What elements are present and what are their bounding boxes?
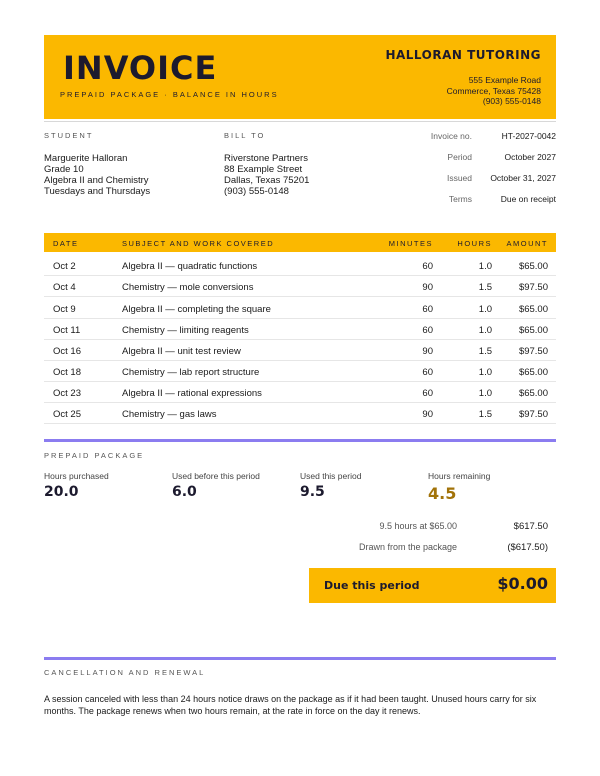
stat-value-remaining: 4.5 [428, 484, 457, 503]
cell-subject: Chemistry — limiting reagents [122, 325, 249, 336]
cell-date: Oct 23 [53, 388, 81, 399]
stat-label-used-before: Used before this period [172, 471, 260, 481]
bill-to-city: Dallas, Texas 75201 [224, 175, 310, 186]
cell-date: Oct 2 [53, 261, 76, 272]
cell-amount: $97.50 [518, 282, 548, 293]
summary-label-charge: 9.5 hours at $65.00 [379, 521, 457, 531]
meta-terms [400, 194, 556, 206]
cell-amount: $65.00 [518, 367, 548, 378]
stat-value-used-before: 6.0 [172, 484, 197, 500]
cell-amount: $65.00 [518, 304, 548, 315]
company-name: HALLORAN TUTORING [385, 48, 541, 62]
cell-hours: 1.0 [478, 304, 492, 315]
meta-value: October 2027 [504, 152, 556, 162]
student-label: STUDENT [44, 131, 94, 140]
cell-minutes: 60 [422, 388, 433, 399]
table-row [44, 276, 556, 297]
cell-minutes: 90 [422, 346, 433, 357]
company-address [447, 75, 541, 107]
cell-minutes: 90 [422, 282, 433, 293]
cell-amount: $65.00 [518, 261, 548, 272]
policy-label: CANCELLATION AND RENEWAL [44, 668, 206, 677]
bill-to-street: 88 Example Street [224, 164, 303, 175]
meta-value: Due on receipt [500, 194, 556, 204]
cell-date: Oct 11 [53, 325, 81, 336]
cell-minutes: 60 [422, 325, 433, 336]
amount-due-box [309, 568, 556, 603]
column-header-date: DATE [53, 239, 79, 248]
stat-value-purchased: 20.0 [44, 484, 79, 500]
cell-amount: $97.50 [518, 409, 548, 420]
cell-amount: $65.00 [518, 388, 548, 399]
cell-date: Oct 9 [53, 304, 76, 315]
policy-text: A session canceled with less than 24 hours notice draws on the package as if it had been taught. Unused hours carry for six months. The package renews when two hours remain, at the rate in force on the day it renews. [44, 694, 537, 716]
cell-minutes: 90 [422, 409, 433, 420]
bill-to-name: Riverstone Partners [224, 153, 308, 164]
meta-label: Period [447, 152, 472, 162]
cell-date: Oct 16 [53, 346, 81, 357]
cell-hours: 1.5 [478, 346, 492, 357]
invoice-header [44, 35, 556, 119]
cell-amount: $65.00 [518, 325, 548, 336]
cell-hours: 1.5 [478, 282, 492, 293]
meta-label: Terms [448, 194, 472, 204]
column-header-minutes: MINUTES [388, 239, 433, 248]
meta-label: Issued [446, 173, 472, 183]
cell-date: Oct 4 [53, 282, 76, 293]
section-divider [44, 439, 556, 442]
student-subjects: Algebra II and Chemistry [44, 175, 149, 186]
cell-date: Oct 25 [53, 409, 81, 420]
due-value: $0.00 [497, 574, 548, 593]
cell-minutes: 60 [422, 367, 433, 378]
cell-date: Oct 18 [53, 367, 81, 378]
table-row [44, 319, 556, 340]
meta-value: October 31, 2027 [490, 173, 556, 183]
bill-to-label: BILL TO [224, 131, 266, 140]
meta-invoice-no [400, 131, 556, 143]
cell-subject: Algebra II — completing the square [122, 304, 271, 315]
cell-subject: Chemistry — mole conversions [122, 282, 254, 293]
cell-subject: Chemistry — lab report structure [122, 367, 260, 378]
cell-hours: 1.5 [478, 409, 492, 420]
summary-value-charge: $617.50 [513, 521, 548, 532]
column-header-amount: AMOUNT [506, 239, 548, 248]
meta-issued [400, 173, 556, 185]
table-row [44, 340, 556, 361]
stat-value-used-this-period: 9.5 [300, 484, 325, 500]
cell-subject: Algebra II — quadratic functions [122, 261, 258, 272]
student-schedule: Tuesdays and Thursdays [44, 186, 151, 197]
student-name: Marguerite Halloran [44, 153, 128, 164]
company-address-line: 555 Example Road [468, 75, 541, 85]
cell-hours: 1.0 [478, 325, 492, 336]
table-header [44, 233, 556, 252]
summary-value-drawn: ($617.50) [507, 542, 548, 553]
student-details [44, 153, 150, 197]
cell-minutes: 60 [422, 304, 433, 315]
invoice-subtitle: PREPAID PACKAGE · BALANCE IN HOURS [60, 90, 279, 99]
stat-label-purchased: Hours purchased [44, 471, 109, 481]
table-row [44, 298, 556, 319]
company-phone: (903) 555-0148 [482, 96, 541, 106]
package-label: PREPAID PACKAGE [44, 451, 145, 460]
column-header-hours: HOURS [457, 239, 492, 248]
table-row [44, 361, 556, 382]
bill-to-details [224, 153, 309, 197]
stat-label-used-this-period: Used this period [300, 471, 362, 481]
table-row [44, 255, 556, 276]
cell-subject: Algebra II — rational expressions [122, 388, 262, 399]
meta-value: HT-2027-0042 [501, 131, 556, 141]
table-row [44, 382, 556, 403]
stat-label-remaining: Hours remaining [428, 471, 491, 481]
company-address-line: Commerce, Texas 75428 [446, 85, 541, 96]
cell-subject: Chemistry — gas laws [122, 409, 217, 420]
due-label: Due this period [324, 579, 420, 592]
table-row [44, 403, 556, 424]
cell-hours: 1.0 [478, 388, 492, 399]
meta-label: Invoice no. [430, 131, 472, 141]
section-divider [44, 657, 556, 660]
cell-amount: $97.50 [518, 346, 548, 357]
divider [44, 121, 556, 122]
student-grade: Grade 10 [44, 164, 84, 175]
invoice-title: INVOICE [63, 49, 218, 87]
cell-subject: Algebra II — unit test review [122, 346, 241, 357]
cell-minutes: 60 [422, 261, 433, 272]
cell-hours: 1.0 [478, 367, 492, 378]
cell-hours: 1.0 [478, 261, 492, 272]
column-header-subject: SUBJECT AND WORK COVERED [122, 239, 275, 248]
bill-to-phone: (903) 555-0148 [224, 186, 289, 197]
meta-period [400, 152, 556, 164]
summary-label-drawn: Drawn from the package [358, 542, 457, 552]
